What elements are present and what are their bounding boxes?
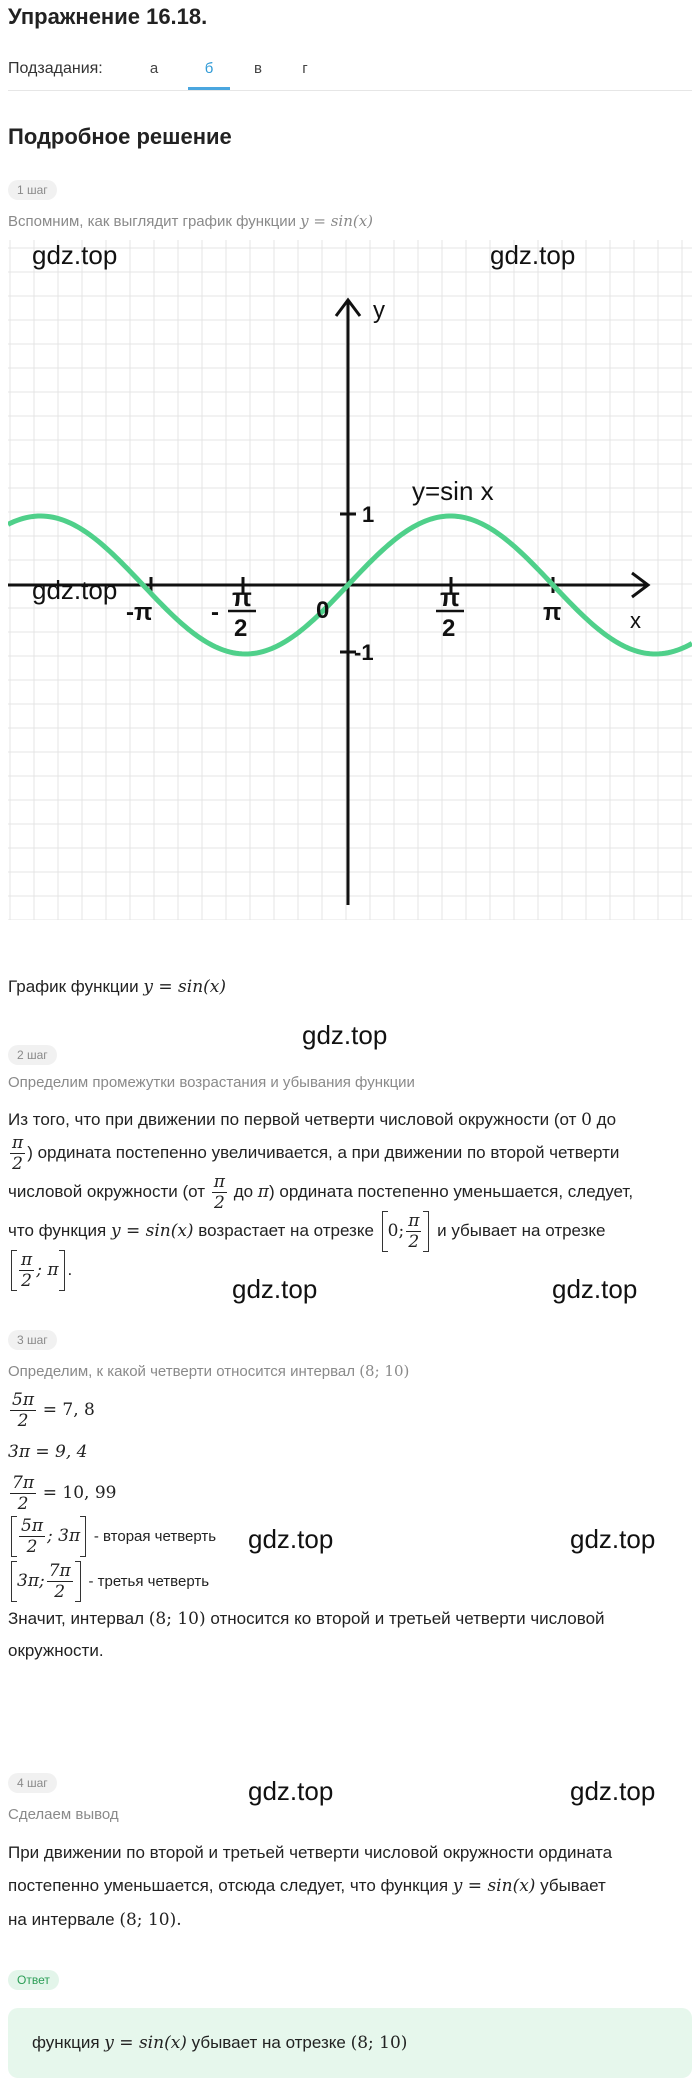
watermark: gdz.top [570, 1776, 656, 1806]
label-neg-sign: - [211, 599, 219, 626]
step-description: Определим, к какой четверти относится интервал (8; 10) [8, 1362, 410, 1380]
label-pi-num-right: π [440, 582, 460, 612]
label-pi: π [543, 599, 562, 626]
y-axis-label: y [373, 297, 385, 324]
step-description: Вспомним, как выглядит график функции y = sin(x) [8, 212, 374, 230]
graph-caption: График функции y = sin(x) [8, 977, 227, 997]
watermark: gdz.top [248, 1524, 334, 1554]
tick-label-m1: -1 [354, 640, 374, 665]
active-tab-underline [188, 87, 230, 90]
watermark: gdz.top [32, 240, 118, 270]
step-badge: 4 шаг [8, 1773, 57, 1793]
label-two-left: 2 [234, 615, 248, 642]
subtasks-label: Подзадания: [8, 60, 103, 77]
x-axis-label: x [630, 608, 641, 633]
label-neg-pi: -π [126, 599, 153, 626]
answer-text: функция y = sin(x) убывает на отрезке (8; 10) [32, 2033, 408, 2053]
tab-b[interactable]: б [204, 60, 214, 77]
tab-g[interactable]: г [302, 60, 308, 77]
step-description: Сделаем вывод [8, 1806, 119, 1823]
subtask-tabs [8, 58, 692, 91]
origin-label: 0 [316, 597, 330, 624]
watermark: gdz.top [248, 1776, 334, 1806]
step-badge: 3 шаг [8, 1330, 57, 1350]
watermark: gdz.top [32, 575, 118, 605]
step-badge: 1 шаг [8, 180, 57, 200]
label-two-right: 2 [442, 615, 456, 642]
watermark: gdz.top [490, 240, 576, 270]
step2-text: Из того, что при движении по первой четверти числовой окружности (от 0 до $\frac{\pi}{2}$ ) ордината постепенно увеличивается, а при движении по второй четверти числовой окружности (от $\frac{\pi}{2}$ до π) ордината постепенно уменьшается, следует, что функция y = sin(x) возрастает на отрезке 0; $\frac{\pi}{2}$ и убывает на отрезке $\frac{\pi}{2}$ ; π . [8, 1110, 634, 1291]
answer-box [8, 2008, 692, 2078]
solution-heading: Подробное решение [8, 124, 232, 149]
watermark: gdz.top [552, 1274, 638, 1304]
tab-a[interactable]: а [149, 60, 159, 77]
page-title: Упражнение 16.18. [8, 4, 208, 29]
tab-v[interactable]: в [254, 60, 262, 77]
step-badge: 2 шаг [8, 1045, 57, 1065]
watermark: gdz.top [232, 1274, 318, 1304]
step4-text: При движении по второй и третьей четверти числовой окружности ордината постепенно уменьшается, отсюда следует, что функция y = sin(x) убывает на интервале (8; 10). [8, 1843, 613, 1930]
step-description: Определим промежутки возрастания и убывания функции [8, 1074, 415, 1091]
answer-badge: Ответ [8, 1970, 59, 1990]
curve-label: y=sin x [412, 476, 494, 506]
label-pi-num-left: π [232, 582, 252, 612]
tick-label-1: 1 [362, 502, 375, 527]
watermark: gdz.top [570, 1524, 656, 1554]
step3-text: $\frac{5\pi}{2}$ = 7, 8 3π = 9, 4 $\frac{7\pi}{2}$ = 10, 99 $\frac{5\pi}{2}$ ; 3π - вторая четверть 3π; $\frac{7\pi}{2}$ - третья четверть Значит, интервал (8; 10) относится ко второй и третьей четверти числовой окружности. [8, 1390, 605, 1660]
watermark: gdz.top [302, 1020, 388, 1050]
